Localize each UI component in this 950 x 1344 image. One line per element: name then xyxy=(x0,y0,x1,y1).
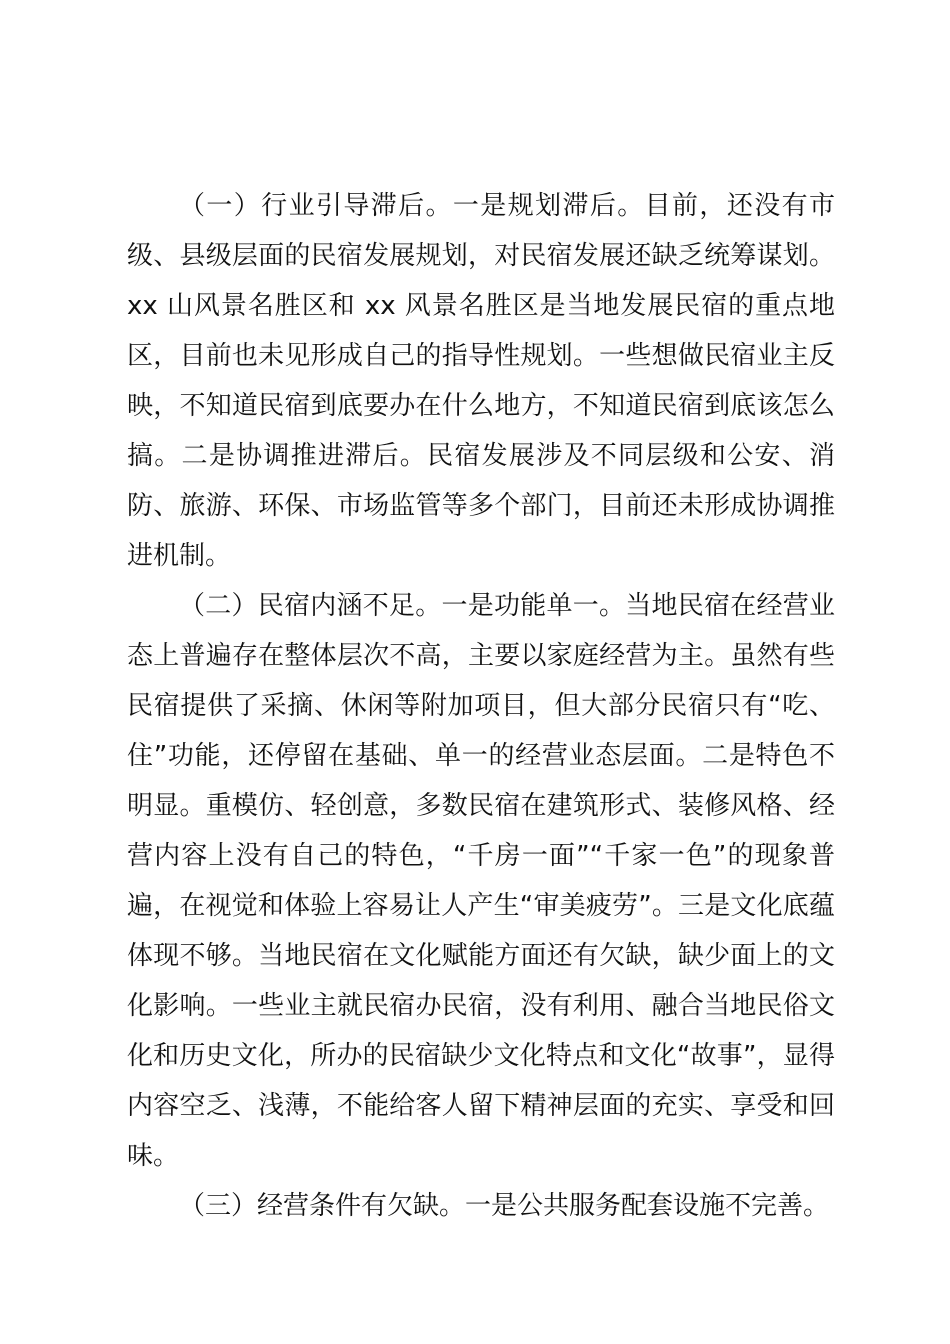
paragraph-industry-guidance: （一）行业引导滞后。一是规划滞后。目前，还没有市级、县级层面的民宿发展规划，对民宿发展还缺乏统筹谋划。xx 山风景名胜区和 xx 风景名胜区是当地发展民宿的重点地区，目前也未见形成自己的指导性规划。一些想做民宿业主反映，不知道民宿到底要办在什么地方，不知道民宿到底该怎么搞。二是协调推进滞后。民宿发展涉及不同层级和公安、消防、旅游、环保、市场监管等多个部门，目前还未形成协调推进机制。 xyxy=(127,191,835,571)
paragraph-homestay-connotation: （二）民宿内涵不足。一是功能单一。当地民宿在经营业态上普遍存在整体层次不高，主要以家庭经营为主。虽然有些民宿提供了采摘、休闲等附加项目，但大部分民宿只有“吃、住”功能，还停留在基础、单一的经营业态层面。二是特色不明显。重模仿、轻创意，多数民宿在建筑形式、装修风格、经营内容上没有自己的特色，“千房一面”“千家一色”的现象普遍，在视觉和体验上容易让人产生“审美疲劳”。三是文化底蕴体现不够。当地民宿在文化赋能方面还有欠缺，缺少面上的文化影响。一些业主就民宿办民宿，没有利用、融合当地民俗文化和历史文化，所办的民宿缺少文化特点和文化“故事”，显得内容空乏、浅薄，不能给客人留下精神层面的充实、享受和回味。 xyxy=(127,591,835,1171)
paragraph-operating-conditions: （三）经营条件有欠缺。一是公共服务配套设施不完善。 xyxy=(179,1191,830,1221)
document-body xyxy=(127,181,835,1231)
